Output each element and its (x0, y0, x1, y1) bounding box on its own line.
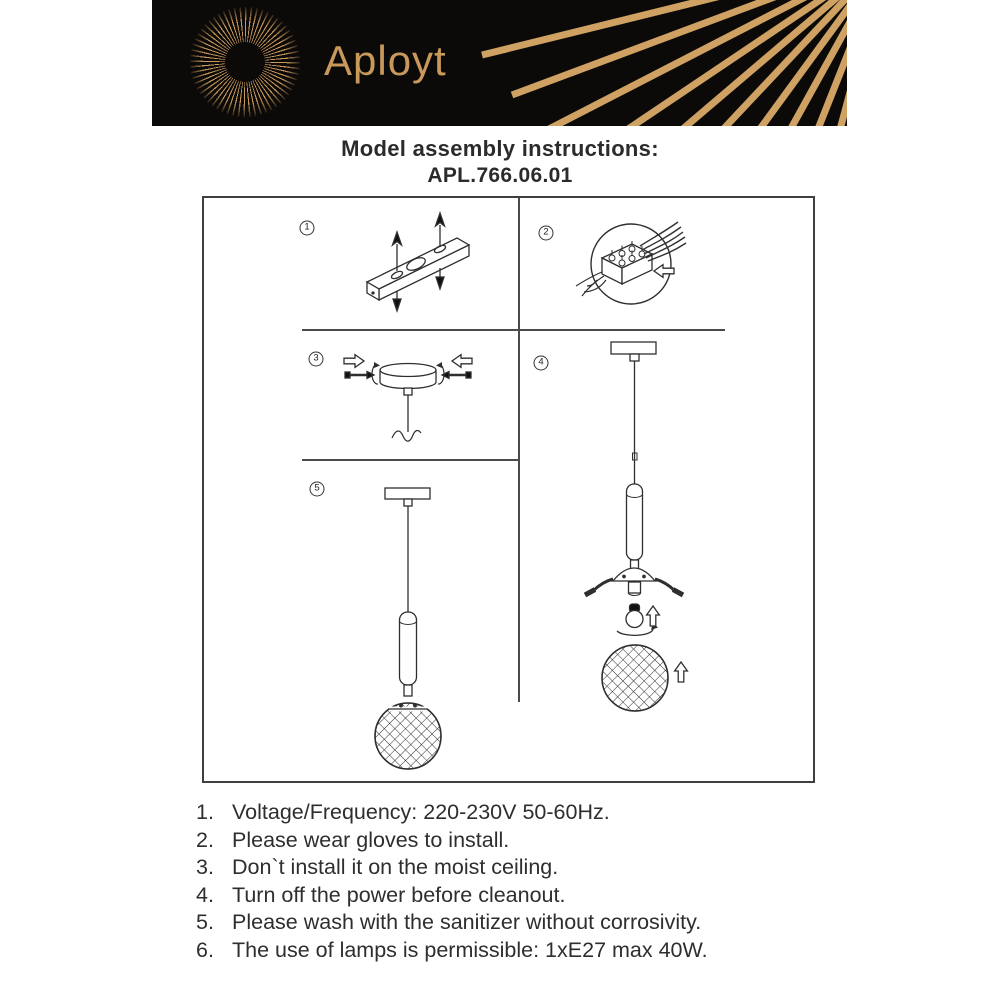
instruction-item (196, 799, 708, 827)
wires-out (576, 272, 606, 296)
step-2-drawing (576, 222, 686, 304)
assembly-diagram (204, 198, 813, 781)
decorative-rays-icon (427, 0, 847, 126)
instruction-item (196, 854, 708, 882)
arrow-right-icon (344, 355, 364, 368)
arrow-up-icon (675, 662, 688, 682)
instructions-list (196, 799, 708, 965)
instruction-number: 5. (196, 910, 214, 935)
step-4-drawing (585, 342, 687, 711)
brand-banner (152, 0, 847, 126)
instruction-number: 6. (196, 937, 214, 962)
step-3-number: 3 (309, 352, 324, 367)
sunburst-logo-icon (190, 7, 300, 117)
instruction-text: Please wash with the sanitizer without corrosivity. (232, 910, 702, 935)
mesh-shade (375, 703, 441, 769)
brand-logo-text: Aployt (324, 37, 447, 85)
instruction-text: Turn off the power before cleanout. (232, 882, 566, 907)
instruction-number: 4. (196, 882, 214, 907)
step-4-number: 4 (534, 356, 549, 371)
step-3-drawing (344, 355, 472, 442)
page-title: Model assembly instructions: (341, 136, 659, 161)
instruction-number: 3. (196, 855, 214, 880)
step-5-number: 5 (310, 482, 325, 497)
step-5-drawing (375, 488, 441, 769)
instruction-item (196, 827, 708, 855)
instruction-item (196, 909, 708, 937)
bolt-left (345, 362, 380, 384)
arrow-left-icon (452, 355, 472, 368)
instruction-text: Don`t install it on the moist ceiling. (232, 855, 559, 880)
model-number: APL.766.06.01 (427, 164, 573, 187)
instruction-text: The use of lamps is permissible: 1xE27 max 40W. (232, 937, 708, 962)
assembly-diagram-panel (202, 196, 815, 783)
instruction-item (196, 937, 708, 965)
instruction-text: Please wear gloves to install. (232, 827, 510, 852)
instruction-number: 1. (196, 800, 214, 824)
arrow-up-icon (647, 606, 660, 626)
step-1-number: 1 (300, 221, 315, 236)
shade-holder (585, 568, 683, 596)
instruction-item (196, 882, 708, 910)
instruction-text: Voltage/Frequency: 220-230V 50-60Hz. (232, 800, 610, 824)
instruction-number: 2. (196, 827, 214, 852)
bolt-right (436, 362, 471, 384)
step-2-number: 2 (539, 226, 554, 241)
step-1-drawing (367, 213, 469, 311)
mesh-shade (602, 645, 668, 711)
